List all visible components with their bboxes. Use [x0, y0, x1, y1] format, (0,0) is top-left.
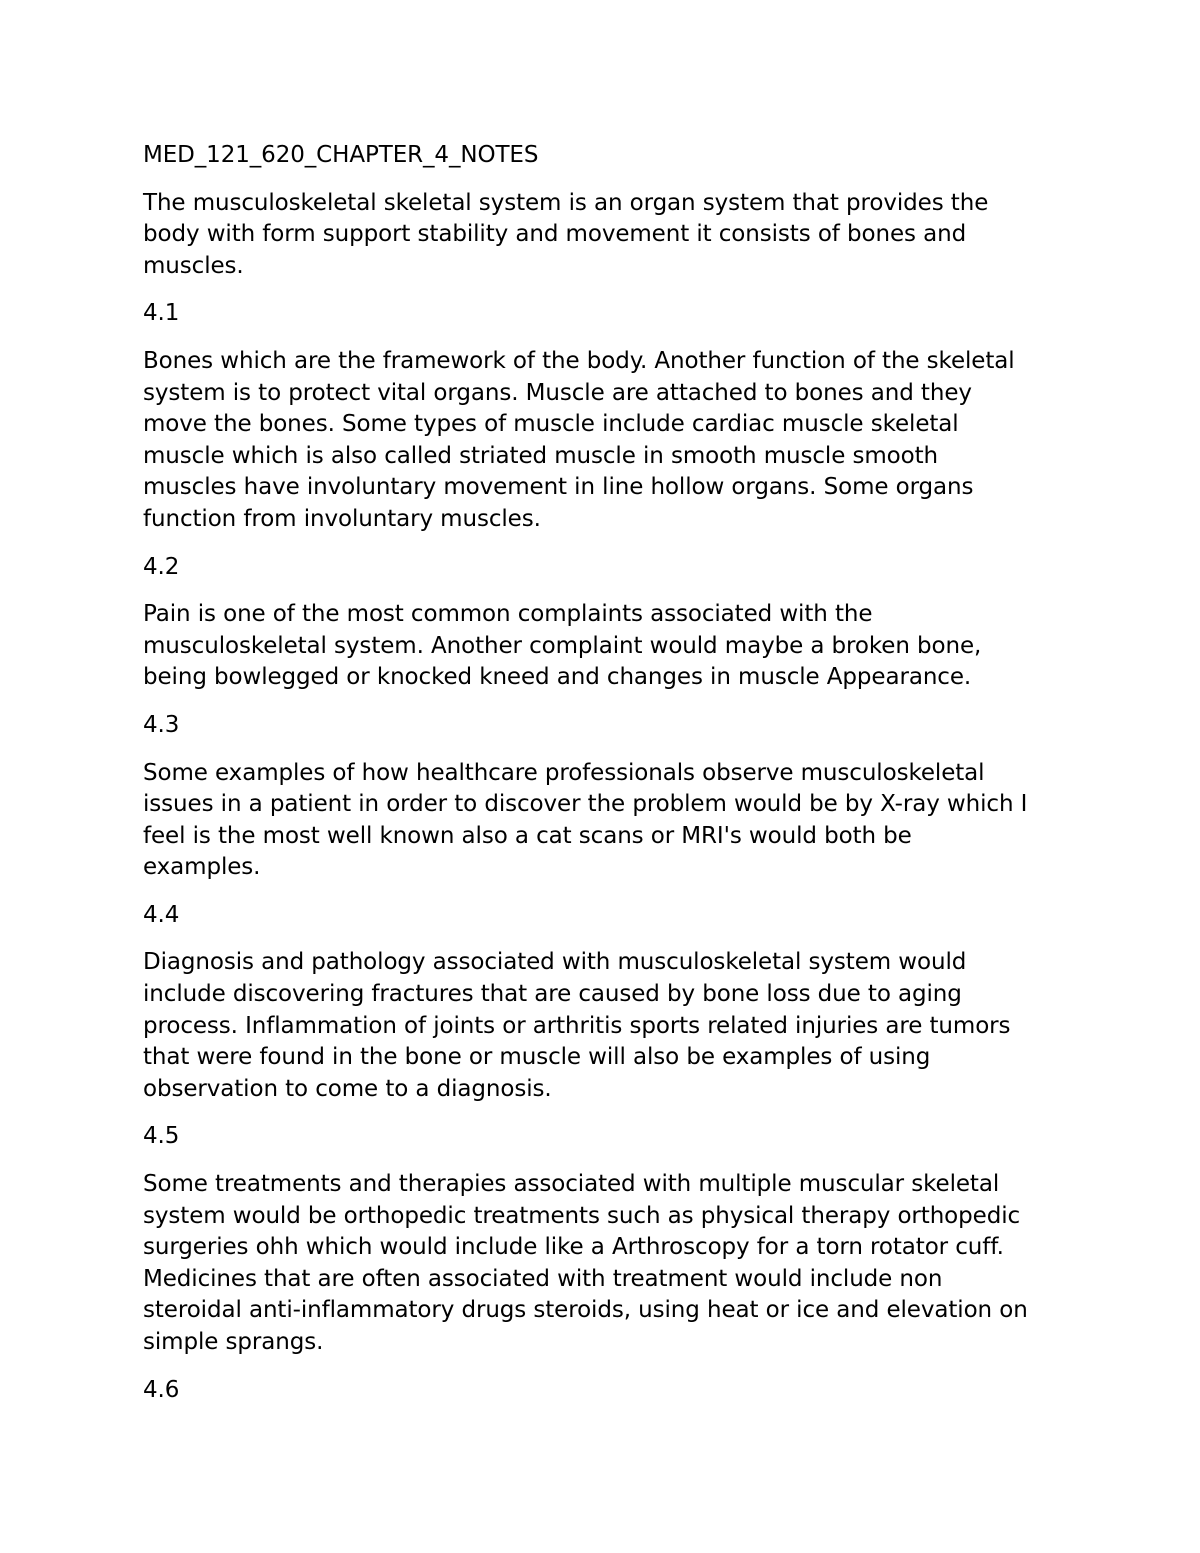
section-number: 4.6 [143, 1376, 180, 1403]
document-title: MED_121_620_CHAPTER_4_NOTES [143, 142, 539, 168]
section-4-3 [143, 710, 1073, 884]
section-4-2 [143, 552, 1073, 694]
section-paragraph: Some treatments and therapies associated with multiple muscular skeletal system would be orthopedic treatments such as physical therapy orthopedic surgeries ohh which would include like a Arthroscopy for a torn rotator cuff. Medicines that are often associated with treatment would include non steroidal anti-inflammatory drugs steroids, using heat or ice and elevation on simple sprangs. [143, 1171, 1028, 1355]
section-number: 4.3 [143, 711, 180, 738]
intro-paragraph: The musculoskeletal skeletal system is an organ system that provides the body with form support stability and movement it consists of bones and muscles. [143, 189, 989, 279]
document-body [143, 140, 1073, 1422]
section-number: 4.1 [143, 300, 180, 327]
section-number: 4.4 [143, 901, 180, 928]
section-4-5 [143, 1121, 1073, 1358]
section-paragraph: Bones which are the framework of the body. Another function of the skeletal system is to protect vital organs. Muscle are attached to bones and they move the bones. Some types of muscle include cardiac muscle skeletal muscle which is also called striated muscle in smooth muscle smooth muscles have involuntary movement in line hollow organs. Some organs function from involuntary muscles. [143, 347, 1015, 532]
section-paragraph: Some examples of how healthcare professionals observe musculoskeletal issues in a patient in order to discover the problem would be by X-ray which I feel is the most well known also a cat scans or MRI's would both be examples. [143, 759, 1028, 881]
section-paragraph: Diagnosis and pathology associated with musculoskeletal system would include discovering fractures that are caused by bone loss due to aging process. Inflammation of joints or arthritis sports related injuries are tumors that were found in the bone or muscle will also be examples of using observation to come to a diagnosis. [143, 949, 1011, 1102]
section-4-1 [143, 298, 1073, 535]
section-4-6 [143, 1375, 1073, 1407]
section-number: 4.2 [143, 553, 180, 580]
section-4-4 [143, 900, 1073, 1106]
section-number: 4.5 [143, 1123, 180, 1150]
section-paragraph: Pain is one of the most common complaints associated with the musculoskeletal system. Another complaint would maybe a broken bone, being bowlegged or knocked kneed and changes in muscle Appearance. [143, 601, 982, 691]
